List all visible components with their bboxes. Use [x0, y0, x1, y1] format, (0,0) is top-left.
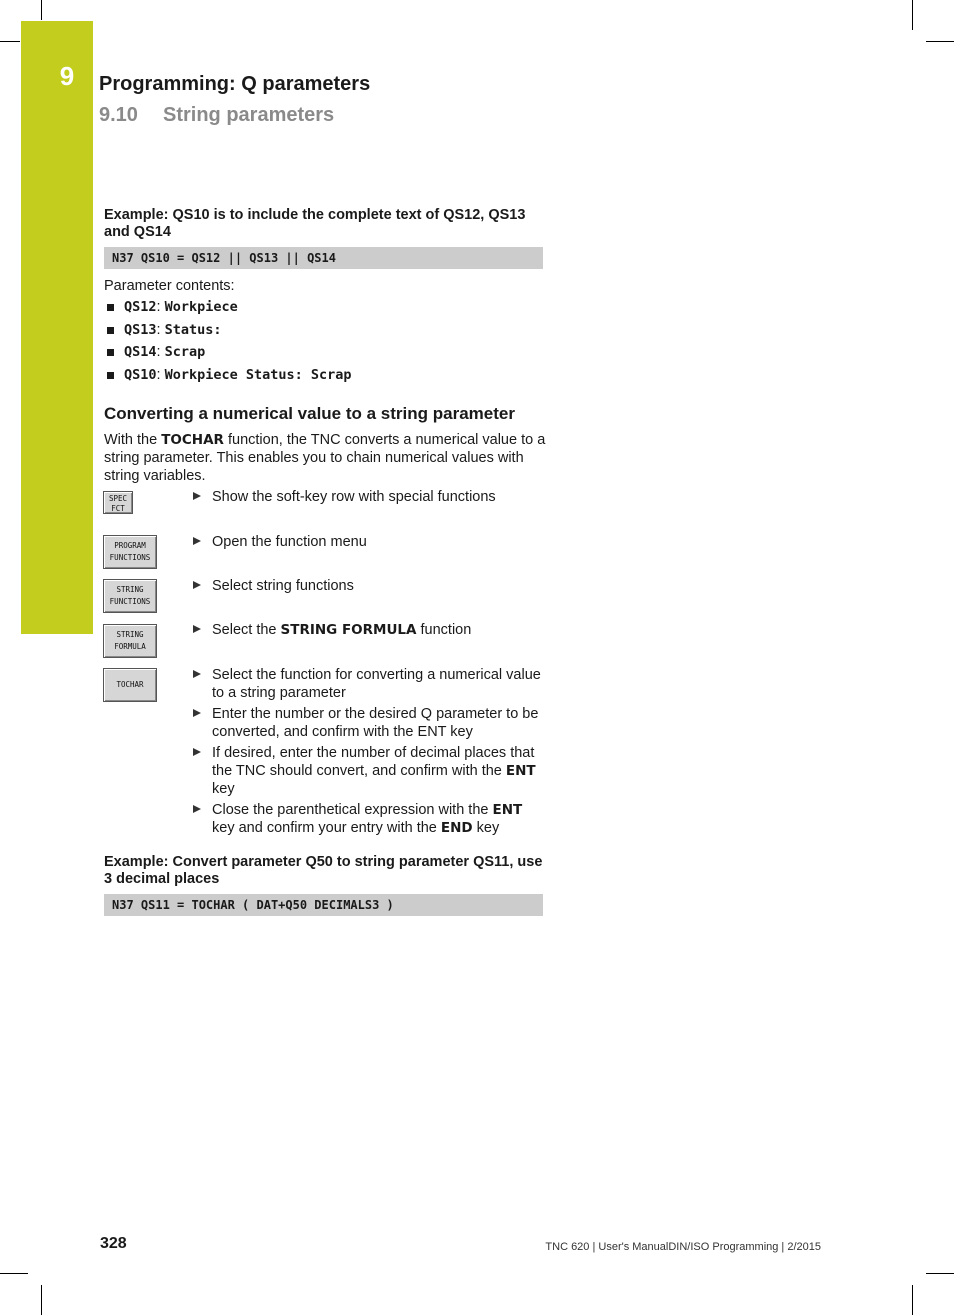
arrow-icon	[193, 748, 201, 756]
param-contents-label: Parameter contents:	[104, 278, 235, 294]
section-title	[99, 104, 334, 127]
step-3: Select string functions	[192, 577, 544, 595]
example2-heading: Example: Convert parameter Q50 to string parameter QS11, use 3 decimal places	[104, 854, 543, 887]
chapter-title: Programming: Q parameters	[99, 73, 371, 95]
arrow-icon	[193, 805, 201, 813]
arrow-icon	[193, 581, 201, 589]
spec-fct-softkey[interactable]: SPEC FCT	[103, 491, 133, 514]
arrow-icon	[193, 670, 201, 678]
arrow-icon	[193, 537, 201, 545]
example2-code: N37 QS11 = TOCHAR ( DAT+Q50 DECIMALS3 )	[104, 894, 543, 916]
crop-mark	[0, 41, 20, 42]
crop-mark	[912, 1285, 913, 1315]
tochar-softkey[interactable]: TOCHAR	[103, 668, 157, 702]
crop-mark	[912, 0, 913, 30]
section-intro: With the TOCHAR function, the TNC converts a numerical value to a string parameter. This enables you to chain numerical values with string variables.	[104, 432, 546, 484]
example1-code: N37 QS10 = QS12 || QS13 || QS14	[104, 247, 543, 269]
arrow-icon	[193, 492, 201, 500]
step-2: Open the function menu	[192, 533, 544, 551]
step-6: Enter the number or the desired Q parameter to be converted, and confirm with the ENT key	[192, 705, 544, 741]
list-item: QS14: Scrap	[104, 341, 546, 364]
crop-mark	[926, 1273, 954, 1274]
step-4: Select the STRING FORMULA function	[192, 621, 544, 639]
step-7: If desired, enter the number of decimal places that the TNC should convert, and confirm with the ENT key	[192, 744, 544, 798]
string-functions-softkey[interactable]: STRING FUNCTIONS	[103, 579, 157, 613]
crop-mark	[41, 1285, 42, 1315]
section-number: 9.10	[99, 104, 138, 126]
crop-mark	[926, 41, 954, 42]
chapter-bar	[21, 21, 93, 634]
list-item: QS10: Workpiece Status: Scrap	[104, 364, 546, 387]
section-heading: Converting a numerical value to a string parameter	[104, 404, 515, 423]
section-name: String parameters	[163, 104, 335, 126]
step-1: Show the soft-key row with special functions	[192, 488, 544, 506]
string-formula-softkey[interactable]: STRING FORMULA	[103, 624, 157, 658]
arrow-icon	[193, 625, 201, 633]
crop-mark	[41, 0, 42, 20]
example1-heading: Example: QS10 is to include the complete text of QS12, QS13 and QS14	[104, 207, 526, 240]
chapter-number: 9	[59, 61, 75, 91]
crop-mark	[0, 1273, 28, 1274]
list-item: QS13: Status:	[104, 319, 546, 342]
program-functions-softkey[interactable]: PROGRAM FUNCTIONS	[103, 535, 157, 569]
page-number: 328	[100, 1235, 127, 1252]
step-8: Close the parenthetical expression with the ENT key and confirm your entry with the END key	[192, 801, 544, 837]
step-5: Select the function for converting a numerical value to a string parameter	[192, 666, 544, 702]
footer-text: TNC 620 | User's ManualDIN/ISO Programming | 2/2015	[545, 1241, 821, 1253]
list-item: QS12: Workpiece	[104, 296, 546, 319]
arrow-icon	[193, 709, 201, 717]
param-contents-list	[104, 296, 546, 386]
